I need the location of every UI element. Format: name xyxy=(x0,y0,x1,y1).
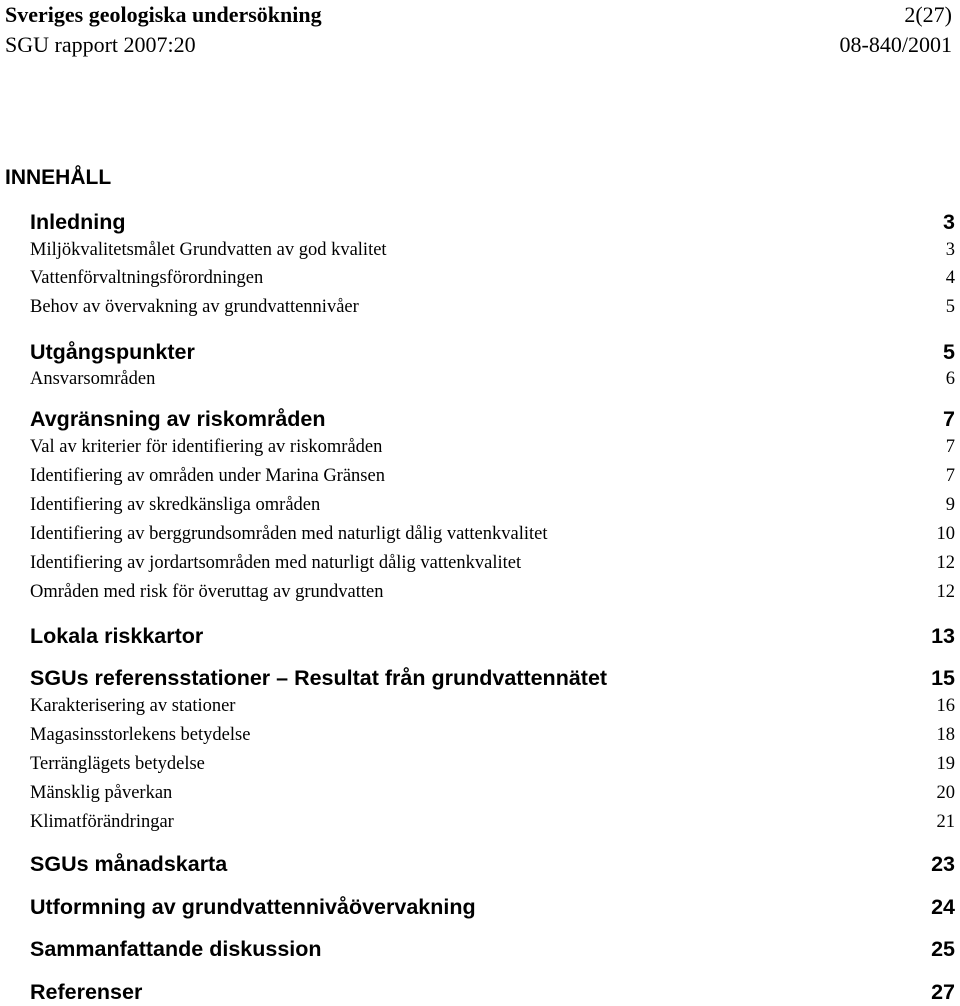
toc-entry xyxy=(30,622,955,650)
toc-entry-title: Klimatförändringar xyxy=(30,812,174,832)
toc-entry xyxy=(30,551,955,575)
toc-entry-page: 9 xyxy=(945,495,955,515)
toc-entry-page: 4 xyxy=(945,268,955,288)
toc-entry-page: 24 xyxy=(931,895,955,919)
reference-number: 08-840/2001 xyxy=(839,32,952,57)
toc-entry-page: 15 xyxy=(931,666,955,690)
toc-entry xyxy=(30,522,955,546)
toc-entry xyxy=(30,493,955,517)
toc-entry-title: Karakterisering av stationer xyxy=(30,696,236,716)
toc-entry xyxy=(30,810,955,834)
toc-entry-title: Sammanfattande diskussion xyxy=(30,937,322,961)
report-number: SGU rapport 2007:20 xyxy=(5,32,196,57)
toc-entry xyxy=(30,893,955,921)
toc-entry-title: Utformning av grundvattennivåövervakning xyxy=(30,895,476,919)
toc-entry xyxy=(30,935,955,963)
toc-entry-title: Områden med risk för överuttag av grundvatten xyxy=(30,582,384,602)
toc-entry-page: 21 xyxy=(936,812,955,832)
toc-entry xyxy=(30,850,955,878)
organization-name: Sveriges geologiska undersökning xyxy=(5,2,322,27)
toc-entry xyxy=(30,752,955,776)
toc-entry xyxy=(30,781,955,805)
toc-entry xyxy=(30,295,955,319)
toc-entry-page: 16 xyxy=(936,696,955,716)
toc-entry-page: 25 xyxy=(931,937,955,961)
toc-entry-page: 6 xyxy=(945,369,955,389)
toc-entry-page: 20 xyxy=(936,783,955,803)
toc-entry-page: 23 xyxy=(931,852,955,876)
toc-entry-page: 5 xyxy=(945,297,955,317)
toc-entry-page: 3 xyxy=(943,210,955,234)
toc-entry-page: 18 xyxy=(936,725,955,745)
toc-entry-page: 7 xyxy=(945,437,955,457)
toc-entry-title: Inledning xyxy=(30,210,126,234)
toc-entry-page: 7 xyxy=(943,407,955,431)
toc-entry-title: Utgångspunkter xyxy=(30,340,195,364)
toc-entry-title: Ansvarsområden xyxy=(30,369,156,389)
toc-entry-page: 12 xyxy=(936,582,955,602)
toc-entry-title: Identifiering av skredkänsliga områden xyxy=(30,495,321,515)
toc-entry xyxy=(30,266,955,290)
toc-heading: INNEHÅLL xyxy=(5,166,112,189)
toc-entry xyxy=(30,405,955,433)
toc-entry-page: 5 xyxy=(943,340,955,364)
toc-entry-title: Terränglägets betydelse xyxy=(30,754,205,774)
running-header-bottom xyxy=(5,32,952,58)
page-indicator: 2(27) xyxy=(904,2,952,27)
running-header-top xyxy=(5,2,952,28)
toc-entry-page: 10 xyxy=(936,524,955,544)
toc-entry xyxy=(30,464,955,488)
toc-entry xyxy=(30,435,955,459)
toc-entry-title: Identifiering av områden under Marina Gränsen xyxy=(30,466,385,486)
toc-entry xyxy=(30,580,955,604)
toc-entry-title: SGUs månadskarta xyxy=(30,852,228,876)
toc-entry-page: 7 xyxy=(945,466,955,486)
toc-entry-title: Lokala riskkartor xyxy=(30,624,204,648)
toc-entry xyxy=(30,664,955,692)
toc-entry-title: Magasinsstorlekens betydelse xyxy=(30,725,251,745)
toc-entry xyxy=(30,338,955,366)
toc-entry-title: Avgränsning av riskområden xyxy=(30,407,326,431)
toc-entry-title: Identifiering av jordartsområden med naturligt dålig vattenkvalitet xyxy=(30,553,522,573)
toc-entry-page: 12 xyxy=(936,553,955,573)
toc-entry-title: Identifiering av berggrundsområden med naturligt dålig vattenkvalitet xyxy=(30,524,548,544)
toc-entry xyxy=(30,238,955,262)
toc-entry-title: SGUs referensstationer – Resultat från grundvattennätet xyxy=(30,666,608,690)
toc-entry-page: 3 xyxy=(945,240,955,260)
toc-entry-page: 19 xyxy=(936,754,955,774)
toc-entry-title: Miljökvalitetsmålet Grundvatten av god kvalitet xyxy=(30,240,387,260)
toc-entry xyxy=(30,723,955,747)
toc-entry-title: Mänsklig påverkan xyxy=(30,783,173,803)
toc-entry-title: Val av kriterier för identifiering av riskområden xyxy=(30,437,383,457)
toc-entry xyxy=(30,694,955,718)
toc-entry-page: 13 xyxy=(931,624,955,648)
toc-entry-title: Referenser xyxy=(30,980,143,1004)
toc-entry-title: Behov av övervakning av grundvattennivåer xyxy=(30,297,359,317)
toc-entry-page: 27 xyxy=(931,980,955,1004)
toc-entry xyxy=(30,208,955,236)
toc-entry xyxy=(30,367,955,391)
toc-entry-title: Vattenförvaltningsförordningen xyxy=(30,268,264,288)
